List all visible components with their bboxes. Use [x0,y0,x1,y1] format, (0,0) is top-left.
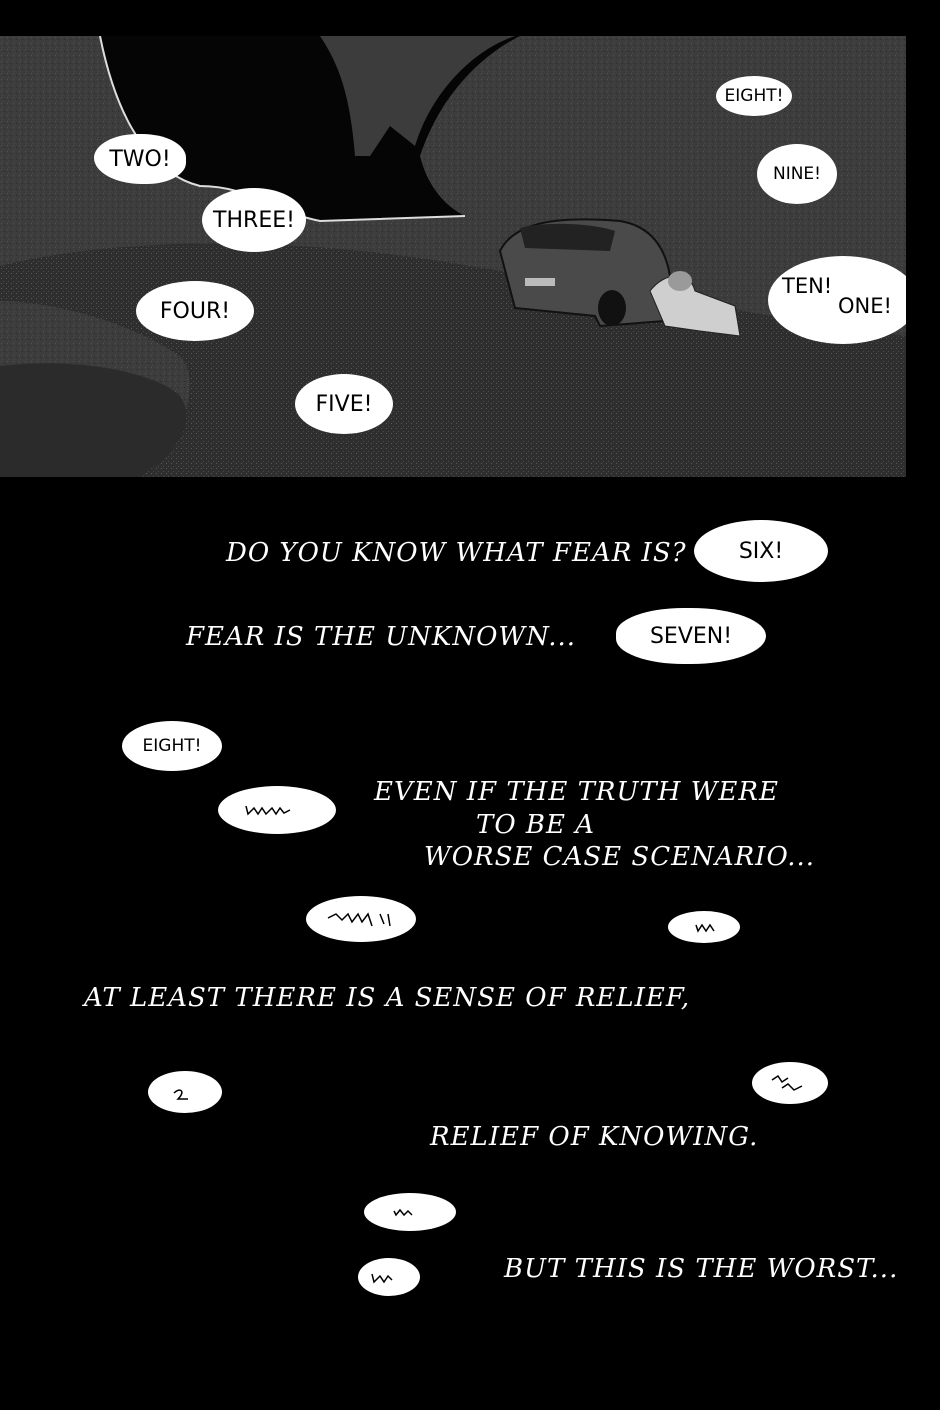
caption-fear-question: DO YOU KNOW WHAT FEAR IS? [226,538,687,568]
caption-truth-line2: TO BE A [476,810,596,840]
speech-bubble-two: TWO! [94,134,186,184]
scribble-mark [306,896,416,942]
caption-truth-line1: EVEN IF THE TRUTH WERE [374,777,779,807]
caption-this-is-the-worst: BUT THIS IS THE WORST... [504,1254,899,1284]
scribble-mark [364,1193,456,1231]
scribble-bubble-2 [306,896,416,942]
scribble-mark [752,1062,828,1104]
speech-bubble-ten-text: TEN! [782,274,833,298]
scribble-bubble-7 [358,1258,420,1296]
speech-bubble-seven: SEVEN! [616,608,766,664]
comic-panel-night-road [0,36,906,477]
caption-relief-of-knowing: RELIEF OF KNOWING. [430,1122,759,1152]
scribble-bubble-4 [148,1071,222,1113]
scribble-bubble-1 [218,786,336,834]
scribble-bubble-3 [668,911,740,943]
speech-bubble-one-text: ONE! [838,294,892,318]
caption-sense-of-relief: AT LEAST THERE IS A SENSE OF RELIEF, [84,983,691,1013]
speech-bubble-eight: EIGHT! [122,721,222,771]
speech-bubble-five: FIVE! [295,374,393,434]
speech-bubble-eight-top: EIGHT! [716,76,792,116]
scribble-mark [668,911,740,943]
scribble-bubble-6 [364,1193,456,1231]
scribble-mark [148,1071,222,1113]
scribble-mark [218,786,336,834]
speech-bubble-six: SIX! [694,520,828,582]
caption-truth-line3: WORSE CASE SCENARIO... [424,842,816,872]
speech-bubble-nine: NINE! [757,144,837,204]
speech-bubble-ten-one [768,256,906,344]
scribble-bubble-5 [752,1062,828,1104]
scribble-mark [358,1258,420,1296]
caption-fear-unknown: FEAR IS THE UNKNOWN... [186,622,576,652]
speech-bubble-three: THREE! [202,188,306,252]
speech-bubble-four: FOUR! [136,281,254,341]
